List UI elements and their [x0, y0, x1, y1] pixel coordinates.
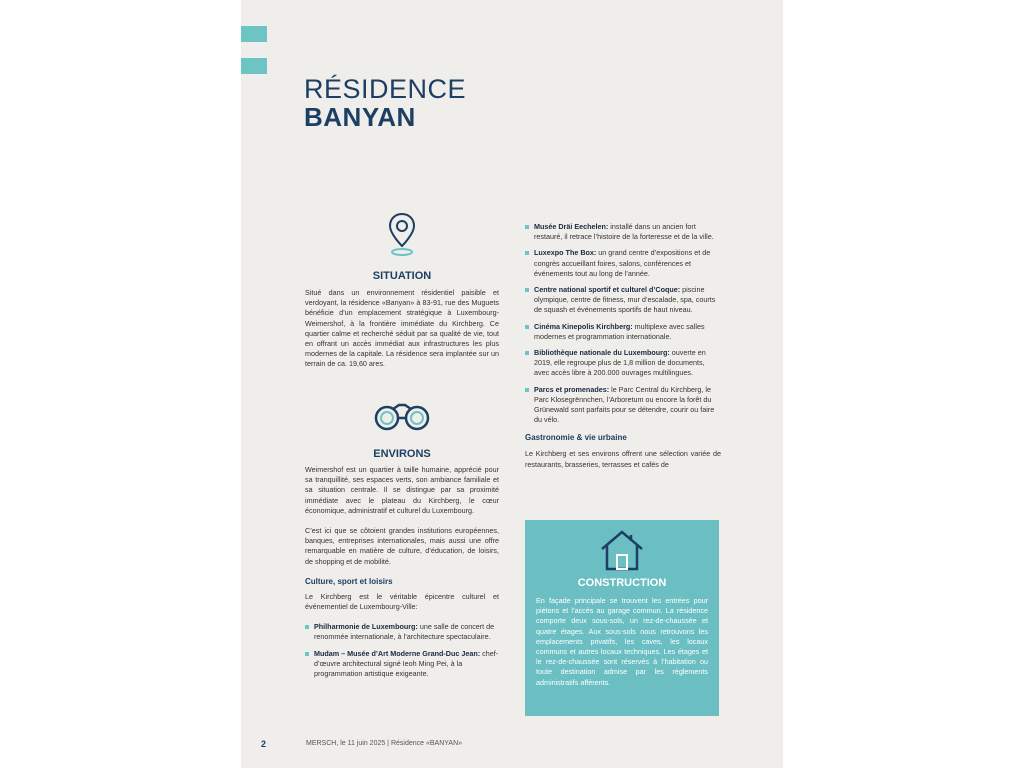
environs-text-1: Weimershof est un quartier à taille humaine, apprécié pour sa tranquillité, ses espaces verts, son ambiance familiale et sa situation centrale. Il se distingue par sa proximité immédiate avec le plateau du Kirchberg, le cœur économique, administratif et culturel du Luxembourg. — [305, 465, 499, 515]
page-title-line2: BANYAN — [304, 102, 416, 132]
list-item: Cinéma Kinepolis Kirchberg: multiplexe avec salles modernes et programmation internationale. — [525, 322, 721, 342]
culture-intro: Le Kirchberg est le véritable épicentre culturel et événementiel de Luxembourg-Ville: — [305, 591, 499, 612]
list-item: Centre national sportif et culturel d’Coque: piscine olympique, centre de fitness, mur d’escalade, spa, courts de squash et événements sportifs de haut niveau. — [525, 285, 721, 316]
page-title-line1: RÉSIDENCE — [304, 74, 467, 104]
construction-heading: CONSTRUCTION — [577, 577, 667, 589]
accent-tab-top — [241, 26, 267, 42]
gastronomie-heading: Gastronomie & vie urbaine — [525, 433, 627, 443]
list-item: Bibliothèque nationale du Luxembourg: ouverte en 2019, elle regroupe plus de 1,8 million de documents, avec accès libre à 200.000 ouvrages multilingues. — [525, 348, 721, 379]
culture-list-left — [305, 622, 499, 679]
list-item: Parcs et promenades: le Parc Central du Kirchberg, le Parc Klosegrënnchen, l’Arboretum ou encore la forêt du Grünewald sont parfaits pour se détendre, courir ou faire du vélo. — [525, 385, 721, 426]
house-icon — [599, 529, 645, 576]
list-item: Luxexpo The Box: un grand centre d’expositions et de congrès accueillant foires, salons, conférences et événements tout au long de l’année. — [525, 248, 721, 279]
situation-heading: SITUATION — [372, 270, 432, 282]
environs-heading: ENVIRONS — [373, 448, 431, 460]
environs-text-2: C’est ici que se côtoient grandes institutions européennes, banques, entreprises internationales, mais aussi une offre remarquable en matière de culture, d’éducation, de loisirs, de shopping et de mobilité. — [305, 526, 499, 566]
construction-text: En façade principale se trouvent les entrées pour piétons et l’accès au garage commun. La résidence comporte deux sous-sols, un rez-de-chaussée et quatre étages. Aux sous-sols nous retrouvons les emplacements privatifs, les caves, les locaux communs et autres locaux techniques. Les étages et le rez-de-chaussée sont réservés à l’habitation ou toute destination admise par les règlements administratifs afférents. — [536, 596, 708, 687]
location-pin-icon — [388, 212, 416, 263]
brochure-page — [241, 0, 783, 768]
gastronomie-text: Le Kirchberg et ses environs offrent une sélection variée de restaurants, brasseries, terrasses et cafés de — [525, 449, 721, 469]
footer-text: MERSCH, le 11 juin 2025 | Résidence «BANYAN» — [306, 740, 463, 747]
culture-list-right — [525, 222, 721, 425]
list-item: Mudam – Musée d’Art Moderne Grand-Duc Jean: chef-d’œuvre architectural signé Ieoh Ming Pei, à la programmation artistique exigeante. — [305, 649, 499, 680]
situation-text: Situé dans un environnement résidentiel paisible et verdoyant, la résidence «Banyan» à 83-91, rue des Muguets bénéficie d’un emplacement stratégique à Luxembourg-Weimershof, à la frontière immédiate du Kirchberg. Ce quartier calme et recherché séduit par sa qualité de vie, tout en offrant un accès immédiat aux infrastructures les plus modernes de la capitale. La résidence sera implantée sur un terrain de ca. 19,60 ares. — [305, 288, 499, 369]
list-item: Musée Dräi Eechelen: installé dans un ancien fort restauré, il retrace l’histoire de la forteresse et de la ville. — [525, 222, 721, 242]
page-number: 2 — [261, 739, 267, 749]
construction-box — [525, 520, 719, 716]
binoculars-icon — [373, 401, 431, 438]
accent-tab-bottom — [241, 58, 267, 74]
culture-heading: Culture, sport et loisirs — [305, 576, 393, 586]
list-item: Philharmonie de Luxembourg: une salle de concert de renommée internationale, à l’architecture spectaculaire. — [305, 622, 499, 642]
